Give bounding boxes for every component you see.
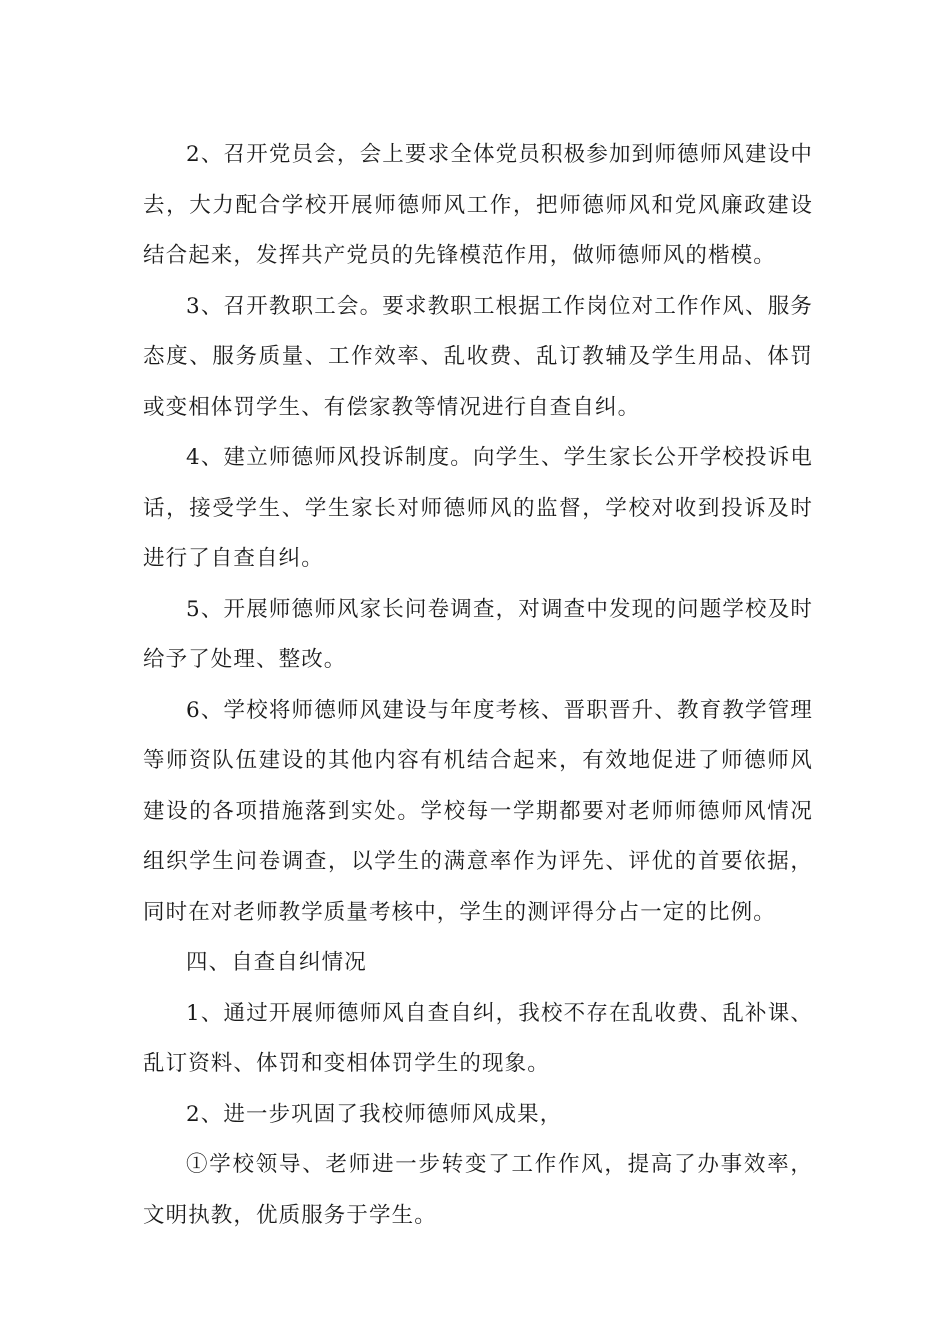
paragraph-party-meeting: 2、召开党员会，会上要求全体党员积极参加到师德师风建设中去，大力配合学校开展师德师风工作，把师德师风和党风廉政建设结合起来，发挥共产党员的先锋模范作用，做师德师风的楷模。 (143, 142, 813, 268)
paragraph-result-2: 2、进一步巩固了我校师德师风成果， (186, 1101, 563, 1127)
paragraph-result-2-item-1: ①学校领导、老师进一步转变了工作作风，提高了办事效率，文明执教，优质服务于学生。 (143, 1152, 813, 1228)
paragraph-parent-survey: 5、开展师德师风家长问卷调查，对调查中发现的问题学校及时给予了处理、整改。 (143, 596, 813, 672)
paragraph-complaint-system: 4、建立师德师风投诉制度。向学生、学生家长公开学校投诉电话，接受学生、学生家长对师德师风的监督，学校对收到投诉及时进行了自查自纠。 (143, 445, 813, 571)
paragraph-staff-meeting: 3、召开教职工会。要求教职工根据工作岗位对工作作风、服务态度、服务质量、工作效率、乱收费、乱订教辅及学生用品、体罚或变相体罚学生、有偿家教等情况进行自查自纠。 (143, 293, 813, 420)
document-body (143, 130, 813, 1241)
paragraph-result-1: 1、通过开展师德师风自查自纠，我校不存在乱收费、乱补课、乱订资料、体罚和变相体罚学生的现象。 (143, 1000, 813, 1076)
section-heading-self-inspection: 四、自查自纠情况 (186, 950, 367, 975)
paragraph-integration: 6、学校将师德师风建设与年度考核、晋职晋升、教育教学管理等师资队伍建设的其他内容有机结合起来，有效地促进了师德师风建设的各项措施落到实处。学校每一学期都要对老师师德师风情况组织学生问卷调查，以学生的满意率作为评先、评优的首要依据，同时在对老师教学质量考核中，学生的测评得分占一定的比例。 (143, 697, 813, 925)
